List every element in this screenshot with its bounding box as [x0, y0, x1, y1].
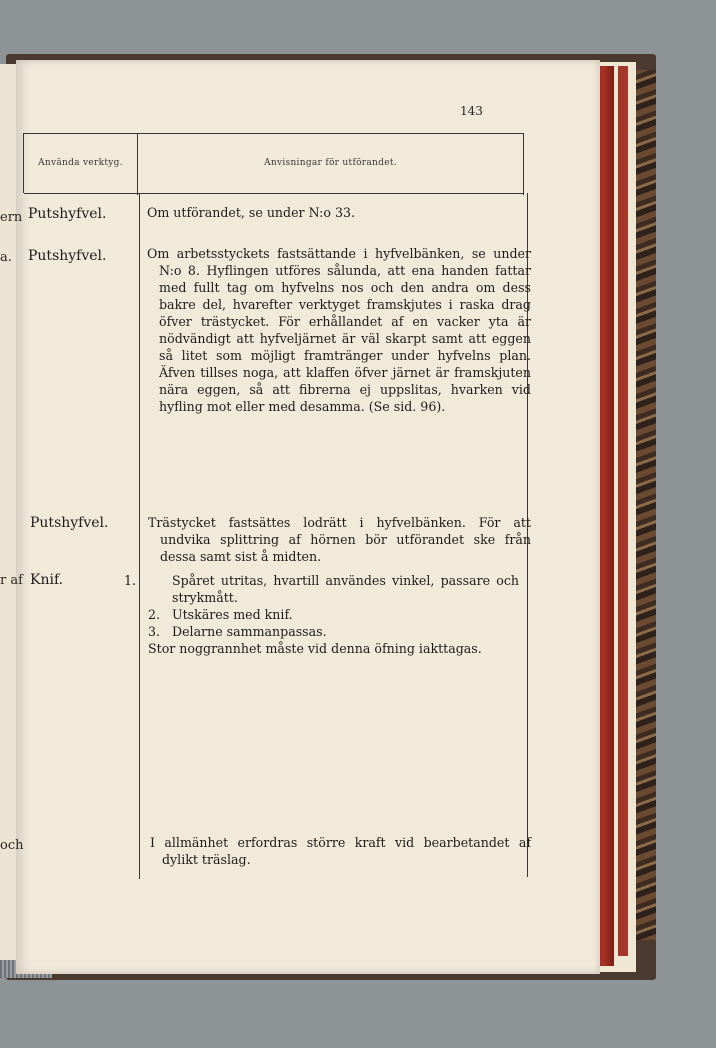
left-fragment: a. — [0, 250, 12, 265]
tool-name: Putshyfvel. — [30, 515, 109, 531]
column-header-instructions: Anvisningar för utförandet. — [264, 158, 397, 168]
step-number: 1. — [124, 573, 137, 588]
instruction-text: I allmänhet erfordras större kraft vid bearbetandet af dylikt träslag. — [150, 835, 531, 867]
step-item — [148, 606, 519, 623]
step-text: Delarne sammanpassas. — [172, 624, 327, 639]
tool-name: Putshyfvel. — [28, 248, 107, 264]
table-column-divider — [139, 193, 140, 879]
column-header-tools: Använda verktyg. — [38, 158, 123, 168]
left-fragment: r af — [0, 573, 23, 588]
instruction-text: Om utförandet, se under N:o 33. — [147, 205, 356, 220]
step-text: Utskäres med knif. — [172, 607, 293, 622]
left-fragment: och — [0, 838, 24, 853]
step-item — [148, 623, 519, 640]
left-fragment: ern — [0, 210, 23, 225]
step-note: Stor noggrannhet måste vid denna öfning iakttagas. — [148, 641, 482, 656]
tool-name: Knif. — [30, 572, 64, 588]
step-number: 3. — [148, 624, 161, 639]
instruction-text: Trästycket fastsättes lodrätt i hyfvelbänken. För att undvika splittring af hörnen bör utförandet ske från dessa samt sist å midten. — [148, 515, 531, 564]
step-text: Spåret utritas, hvartill användes vinkel, passare och strykmått. — [172, 573, 519, 605]
step-item — [124, 572, 519, 606]
step-number: 2. — [148, 607, 161, 622]
numbered-steps — [124, 572, 519, 657]
table-header-rule — [24, 193, 524, 194]
page-number: 143 — [460, 104, 483, 118]
table-header-right-rule — [523, 133, 524, 195]
tool-name: Putshyfvel. — [28, 206, 107, 222]
red-page-edge-inner — [618, 66, 628, 956]
table-top-rule — [24, 133, 524, 134]
instruction-text: Om arbetsstyckets fastsättande i hyfvelbänken, se under N:o 8. Hyflingen utföres sålunda, att ena handen fattar med fullt tag om hyfvelns nos och den andra om dess bakre del, hvarefter verktyget framskjutes i raska drag öfver trästycket. För erhållandet af en vacker yta är nödvändigt att hyfveljärnet är väl skarpt samt att eggen så litet som möjligt framtränger under hyfvelns plan. Äfven tillses noga, att klaffen öfver järnet är framskjuten nära eggen, så att fibrerna ej uppslitas, hvarken vid hyfling mot eller med desamma. (Se sid. 96). — [147, 246, 531, 414]
